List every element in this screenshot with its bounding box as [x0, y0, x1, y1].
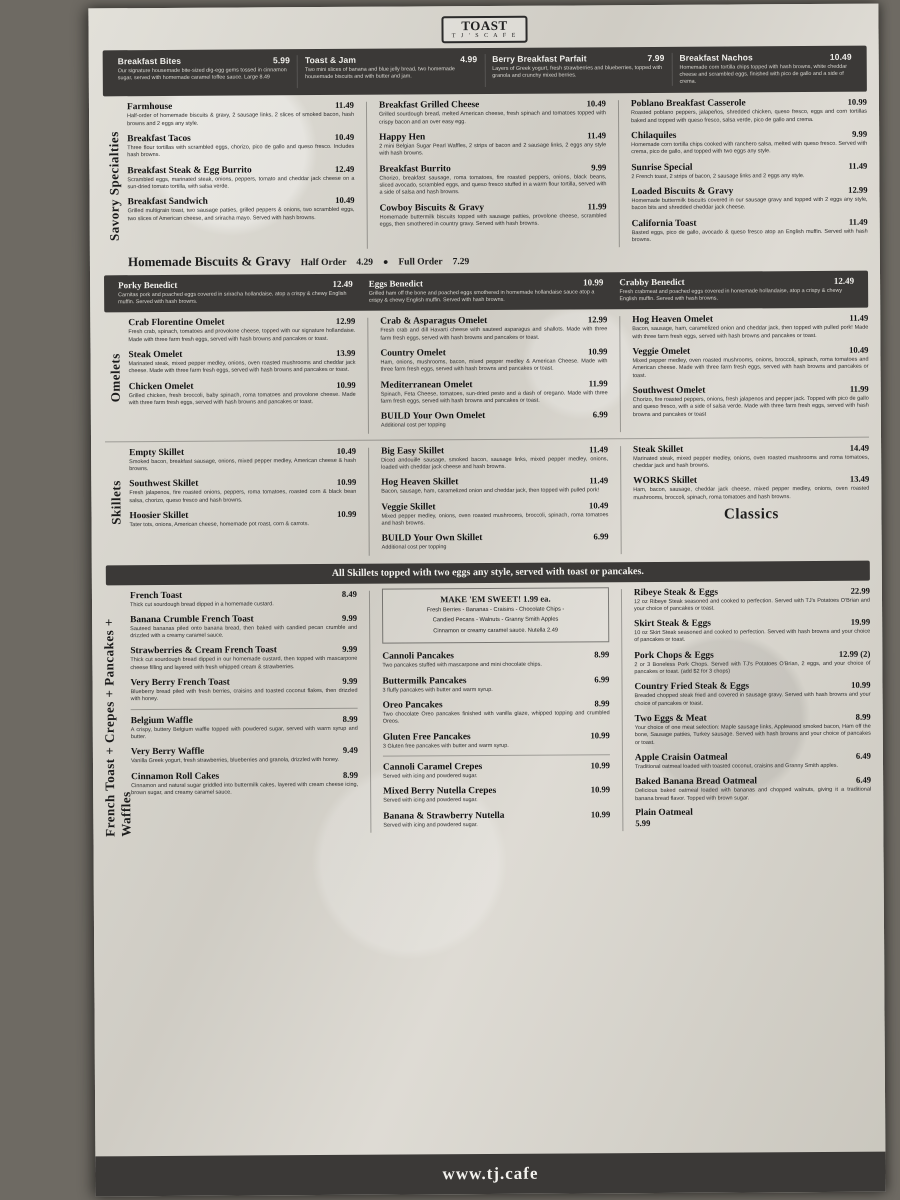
item-name: Steak Skillet [632, 444, 684, 455]
menu-item-ribeye-steak-eggs [634, 585, 870, 613]
menu-item-farmhouse [127, 100, 354, 128]
item-name: Breakfast Burrito [379, 163, 451, 175]
menu-item-steak-omelet [128, 348, 355, 376]
item-price: 10.99 [588, 346, 608, 357]
menu-item-empty-skillet [129, 445, 356, 473]
menu-item-banana-strawberry-nutella [383, 809, 610, 830]
item-name: Breakfast Tacos [127, 133, 191, 145]
menu-item-cinnamon-roll-cakes [131, 769, 358, 797]
item-name: Hog Heaven Skillet [381, 477, 459, 488]
make-em-sweet-line3: Cinnamon or creamy caramel sauce. Nutella 2.49 [433, 628, 559, 635]
item-description: Chorizo, fire roasted peppers, onions, fresh jalapenos and pepper jack. Topped with pico de gallo and queso fresco, with a side of salsa verde. Made with three farm fresh eggs, served with hash browns and pancakes or toast [632, 395, 869, 418]
item-price: 10.99 [847, 97, 867, 108]
item-name: Ribeye Steak & Eggs [633, 587, 719, 598]
item-name: Breakfast Sandwich [127, 196, 208, 208]
column-divider [621, 589, 623, 831]
item-name: Baked Banana Bread Oatmeal [635, 776, 758, 788]
item-description: 10 oz Skirt Steak seasoned and cooked to perfection. Served with hash browns and your choice of pancakes or toast. [634, 628, 871, 644]
menu-item-hog-heaven-skillet [381, 476, 608, 497]
item-price: 12.99 [335, 316, 356, 327]
item-description: Fresh crab, spinach, tomatoes and provolone cheese, topped with our signature hollandaise. Made with three farm fresh eggs, served with hash browns and pancakes or toast. [128, 328, 356, 343]
item-description: 3 Gluten free pancakes with butter and warm syrup. [382, 742, 509, 750]
menu-item-french-toast [130, 588, 357, 609]
biscuits-title: Homemade Biscuits & Gravy [127, 253, 291, 270]
item-name: Southwest Omelet [632, 385, 706, 397]
french-column-2 [382, 587, 610, 835]
item-price: 4.99 [460, 54, 478, 65]
item-name: Very Berry Waffle [130, 747, 205, 758]
savory-column-3 [631, 97, 868, 249]
make-em-sweet-line2: Candied Pecans - Walnuts - Granny Smith Apples [432, 617, 559, 624]
item-description: Thick cut sourdough bread dipped in our homemade custard, then topped with mascarpone cheese filling and layered with fresh whipped cream & strawberries. [130, 656, 358, 671]
item-name: Mediterranean Omelet [380, 379, 473, 391]
menu-item-cannoli-pancakes [382, 650, 609, 671]
item-price: 9.49 [342, 745, 358, 756]
menu-item-sunrise-special [631, 160, 867, 181]
item-description: Grilled ham off the bone and poached eggs smothered in homemade hollandaise sauce atop a crispy & chewy English muffin. Served with hash browns. [368, 289, 595, 305]
item-name: Belgium Waffle [130, 715, 193, 726]
item-description: Cinnamon and natural sugar griddled into buttermilk cakes, layered with cream cheese icing, brown sugar, and creamy caramel sauce. [131, 781, 359, 797]
menu-item-country-fried-steak-eggs [634, 680, 870, 708]
item-description: Two pancakes stuffed with mascarpone and mini chocolate chips. [382, 662, 542, 670]
section-savory-specialties [103, 97, 868, 270]
item-price: 6.49 [856, 774, 872, 785]
item-price: 7.99 [647, 52, 665, 64]
menu-item-breakfast-steak-egg-burrito [127, 163, 354, 191]
item-name: Chicken Omelet [128, 381, 194, 392]
item-price: 11.99 [588, 377, 608, 389]
menu-item-gluten-free-pancakes [383, 730, 610, 751]
item-name: Veggie Omelet [632, 346, 691, 358]
menu-item-works-skillet [633, 474, 869, 502]
item-description: Blueberry bread piled with fresh berries, craisins and toasted coconut flakes, then drizzled with honey. [130, 687, 358, 703]
column-divider [369, 590, 371, 832]
item-name: Sunrise Special [631, 162, 693, 173]
item-price: 10.49 [829, 51, 852, 62]
item-description: Grilled chicken, fresh broccoli, baby spinach, roma tomatoes and provolone cheese. Made with three farm fresh eggs, served with hash browns and pancakes or toast. [128, 391, 356, 407]
brand-logo [442, 16, 528, 43]
item-description: Vanilla Greek yogurt, fresh strawberries, blueberries and granola, drizzled with honey. [130, 757, 339, 765]
biscuits-half-label: Half Order [300, 258, 347, 269]
item-description: Two chocolate Oreo pancakes finished with vanilla glaze, whipped topping and crumbled Oreos. [382, 710, 610, 726]
item-name: Country Omelet [380, 348, 446, 359]
section-label-savory: Savory Specialties [106, 131, 122, 241]
item-description: Basted eggs, pico de gallo, avocado & queso fresco atop an English muffin. Served with hash browns. [631, 228, 868, 243]
menu-item-two-eggs-and-meat [635, 712, 871, 747]
item-price: 6.49 [855, 750, 871, 761]
menu-item-loaded-biscuits-gravy [631, 185, 867, 213]
savory-column-2 [379, 99, 607, 251]
item-description: 12 oz Ribeye Steak seasoned and cooked to perfection. Served with TJ's Potatoes O'Brian and your choice of pancakes or toast. [633, 597, 871, 612]
skillets-column-3 [633, 442, 870, 555]
item-price: 22.99 [850, 585, 870, 596]
menu-item-baked-banana-bread-oatmeal [635, 775, 871, 803]
item-price: 9.99 [591, 161, 607, 172]
item-price: 8.49 [341, 588, 357, 599]
menu-item-plain-oatmeal [635, 807, 871, 828]
item-name: Poblano Breakfast Casserole [630, 98, 746, 110]
item-name: Porky Benedict [118, 280, 178, 291]
item-price: 10.99 [590, 808, 611, 820]
item-name: Pork Chops & Eggs [634, 650, 714, 661]
item-description: Bacon, sausage, ham, caramelized onion and cheddar jack, then topped with pulled pork! Made with three farm fresh eggs, served with hash browns and pancakes or toast. [632, 325, 869, 340]
brand-logo-text: TOAST [461, 17, 508, 34]
menu-item-porky-benedict [110, 279, 361, 307]
column-divider [619, 317, 621, 432]
menu-item-banana-crumble-french-toast [130, 613, 357, 641]
section-omelets [104, 313, 869, 437]
item-name: Empty Skillet [129, 447, 185, 458]
item-name: Breakfast Grilled Cheese [378, 100, 480, 112]
skillets-column-1 [129, 445, 357, 558]
item-description: Served with icing and powdered sugar. [383, 797, 478, 804]
item-name: Mixed Berry Nutella Crepes [383, 786, 497, 797]
item-description: Served with icing and powdered sugar. [383, 773, 478, 780]
item-price: 12.49 [332, 279, 353, 290]
menu-item-very-berry-french-toast [130, 676, 357, 704]
menu-item-crabby-benedict [611, 276, 862, 304]
menu-item-breakfast-grilled-cheese [379, 99, 606, 127]
menu-item-hoosier-skillet [129, 509, 356, 530]
item-price: 6.99 [594, 674, 610, 685]
item-price: 11.49 [589, 475, 609, 486]
menu-item-country-omelet [380, 346, 607, 374]
item-price: 10.49 [335, 195, 355, 206]
biscuits-and-gravy-row [128, 250, 868, 271]
item-description: Spinach, Feta Cheese, tomatoes, sun-dried pesto and a dash of oregano. Made with three farm fresh eggs, served with hash browns and pancakes or toast. [380, 389, 608, 405]
item-description: Your choice of one meat selection: Maple sausage links, Applewood smoked bacon, Ham off the bone, Sausage patties, Turkey sausage. Served with hash browns and your choice of pancakes or toast. [634, 723, 871, 746]
item-price: 10.49 [334, 131, 355, 142]
footer-website [95, 1152, 885, 1197]
menu-item-happy-hen [379, 130, 606, 158]
column-divider [368, 447, 370, 555]
item-price: 11.49 [849, 313, 869, 324]
omelets-column-3 [632, 313, 869, 434]
item-description: Homemade corn tortilla chips cooked with ranchero salsa, melted with queso fresco. Served with crema, pico de gallo, and topped with two eggs any style. [631, 140, 868, 156]
item-name: Cowboy Biscuits & Gravy [379, 202, 485, 214]
item-price: 10.49 [336, 445, 357, 456]
item-name: Toast & Jam [304, 54, 356, 66]
item-price: 10.49 [849, 344, 869, 355]
menu-item-steak-skillet [633, 442, 869, 470]
item-name: Apple Craisin Oatmeal [634, 752, 728, 764]
item-description: Homemade buttermilk biscuits topped with sausage patties, provolone cheese, scrambled eggs, then smothered in country gravy. Served with hash browns. [379, 212, 607, 228]
subsection-divider [131, 707, 358, 709]
classics-heading: Classics [723, 506, 779, 523]
item-name: Banana Crumble French Toast [130, 614, 254, 625]
item-name: Strawberries & Cream French Toast [130, 645, 277, 657]
top-specials-band [103, 46, 867, 97]
menu-item-mixed-berry-nutella-crepes [383, 785, 610, 806]
item-price: 14.49 [849, 442, 870, 453]
item-price: 10.99 [336, 477, 357, 488]
item-description: Half-order of homemade biscuits & gravy, 2 sausage links, 2 slices of smoked bacon, hash browns and 2 eggs any style. [127, 112, 355, 127]
item-price: 8.99 [855, 711, 871, 722]
item-description: Tater tots, onions, American cheese, homemade pot roast, corn & carrots. [129, 520, 310, 529]
item-description: Diced andouille sausage, smoked bacon, sausage links, mixed pepper medley, onions, loaded with cheddar jack cheese and hash browns. [381, 455, 609, 471]
item-price: 10.49 [586, 98, 606, 109]
item-price: 9.99 [342, 644, 358, 655]
column-divider [618, 101, 620, 248]
menu-item-poblano-breakfast-casserole [631, 97, 867, 125]
item-name: BUILD Your Own Omelet [380, 411, 486, 422]
item-name: French Toast [129, 590, 183, 601]
menu-item-build-your-own-skillet [382, 531, 609, 552]
item-name: Happy Hen [379, 132, 426, 143]
classics-column [634, 585, 872, 833]
item-description: Marinated steak, mixed pepper medley, onions, oven roasted mushrooms and cheddar jack cheese. Made with three farm fresh eggs, served with hash browns and pancakes or toast. [128, 359, 356, 375]
item-price: 10.99 [851, 680, 871, 691]
item-price: 5.99 [272, 55, 290, 66]
item-description: Ham, onions, mushrooms, bacon, mixed pepper medley & American Cheese. Made with three farm fresh eggs, served with hash browns and pancakes or toast. [380, 358, 608, 374]
item-description: Bacon, sausage, ham, caramelized onion and cheddar jack, then topped with pulled pork! [381, 487, 600, 495]
menu-item-apple-craisin-oatmeal [635, 751, 871, 772]
menu-item-skirt-steak-eggs [634, 617, 870, 645]
item-description: Grilled multigrain toast, two sausage patties, grilled peppers & onions, two scrambled eggs, two slices of American cheese, and sriracha mayo. Served with hash browns. [127, 207, 355, 222]
item-price: 10.99 [336, 379, 356, 390]
item-description: Thick cut sourdough bread dipped in a homemade custard. [130, 600, 274, 608]
menu-item-breakfast-sandwich [128, 195, 355, 223]
omelets-column-2 [380, 315, 608, 436]
item-description: Two mini slices of banana and blue jelly bread, two homemade housemade biscuits and with butter and jam. [304, 66, 455, 81]
item-description: Additional cost per topping [381, 544, 447, 551]
item-name: California Toast [631, 218, 697, 229]
item-price: 8.99 [594, 649, 610, 660]
item-name: Country Fried Steak & Eggs [634, 681, 750, 693]
menu-item-chicken-omelet [129, 379, 356, 407]
item-price: 11.99 [587, 200, 607, 211]
item-name: Berry Breakfast Parfait [492, 53, 587, 64]
menu-item-crab-asparagus-omelet [380, 315, 607, 343]
item-description: Smoked bacon, breakfast sausage, onions, mixed pepper medley, American cheese & hash browns. [129, 457, 357, 473]
item-description: Layers of Greek yogurt, fresh strawberries and blueberries, topped with granola and crunchy mixed berries. [492, 64, 663, 80]
menu-item-cowboy-biscuits-gravy [380, 201, 607, 229]
menu-item-crab-florentine-omelet [128, 316, 355, 344]
menu-item-strawberries-cream-french-toast [130, 644, 357, 672]
menu-item-hog-heaven-omelet [632, 313, 868, 341]
item-price: 11.49 [848, 160, 868, 171]
item-name: Chilaquiles [631, 130, 677, 142]
item-name: Cannoli Pancakes [382, 651, 454, 663]
section-label-omelets: Omelets [107, 352, 123, 402]
menu-item-veggie-omelet [632, 345, 868, 380]
item-price: 6.99 [592, 409, 608, 420]
item-description: Breaded chopped steak fried and covered in sausage gravy. Served with hash browns and your choice of pancakes or toast. [634, 692, 871, 707]
item-price: 8.99 [342, 713, 358, 724]
column-divider [366, 102, 368, 249]
column-divider [367, 318, 369, 433]
menu-item-oreo-pancakes [383, 698, 610, 726]
menu-item-breakfast-tacos [127, 132, 354, 160]
french-column-1 [130, 588, 358, 836]
item-name: Breakfast Bites [117, 55, 182, 67]
item-price: 11.49 [335, 100, 354, 111]
menu-item-veggie-skillet [381, 500, 608, 528]
item-description: Carnitas pork and poached eggs covered in sriracha hollandaise, atop a crispy & chewy English muffin. Served with hash browns. [118, 291, 347, 306]
item-price: 9.99 [852, 128, 868, 139]
item-name: Southwest Skillet [129, 479, 199, 490]
item-description: 2 French toast, 2 strips of bacon, 2 sausage links and 2 eggs any style. [631, 172, 805, 180]
section-label-french: French Toast + Crepes + Pancakes + Waffles [101, 617, 134, 837]
item-description: Chorizo, breakfast sausage, roma tomatoes, fire roasted peppers, onions, black beans, sliced avocado, scrambled eggs, and queso fresco stuffed in a warm flour tortilla, served with a side of salsa and hash browns. [379, 173, 607, 196]
item-price: 9.99 [342, 675, 358, 686]
item-description: Mixed pepper medley, oven roasted mushrooms, onions, broccoli, spinach, roma tomatoes and American cheese. Made with three farm fresh eggs, served with hash browns and pancakes or toast. [632, 356, 869, 379]
item-price: 11.99 [849, 383, 869, 394]
item-description: Mixed pepper medley, onions, oven roasted mushrooms, broccoli, spinach, roma tomatoes and hash browns. [381, 511, 609, 527]
menu-item-mediterranean-omelet [381, 378, 608, 406]
item-name: WORKS Skillet [633, 475, 698, 487]
item-price: 12.99 [848, 184, 868, 195]
omelets-column-1 [128, 316, 356, 437]
item-description: Delicious baked oatmeal loaded with bananas and chopped walnuts, giving it a traditional banana bread flavor. Topped with brown sugar. [635, 786, 872, 802]
item-name: Breakfast Steak & Egg Burrito [127, 165, 252, 176]
menu-item-berry-breakfast-parfait [485, 53, 672, 88]
column-divider [620, 446, 622, 554]
item-description: A crispy, buttery Belgium waffle topped with powdered sugar, served with warm syrup and butter. [130, 725, 358, 741]
logo-area [102, 12, 866, 51]
item-name: Loaded Biscuits & Gravy [631, 186, 734, 198]
menu-item-build-your-own-omelet [381, 410, 608, 431]
item-price: 13.49 [849, 473, 870, 485]
menu-item-southwest-skillet [129, 477, 356, 505]
item-price: 10.99 [337, 508, 357, 519]
item-price: 8.99 [342, 769, 359, 780]
menu-page [88, 4, 885, 1197]
biscuits-full-label: Full Order [398, 257, 443, 268]
item-description: Traditional oatmeal loaded with toasted coconut, craisins and Granny Smith apples. [634, 762, 839, 771]
biscuits-half-price: 4.29 [356, 257, 374, 268]
item-name: Crab & Asparagus Omelet [380, 316, 488, 328]
item-description: Fresh crab and dill Havarti cheese with sauteed asparagus and shallots. Made with three farm fresh eggs, served with hash browns and pancakes or toast. [380, 326, 608, 342]
item-description: Fresh crabmeat and poached eggs covered in homemade hollandaise, atop a crispy & chewy English muffin. Served with hash browns. [619, 288, 843, 303]
website-text: www.tj.cafe [442, 1163, 539, 1184]
make-em-sweet-box [382, 587, 609, 644]
section-divider [105, 436, 869, 442]
item-description: Ham, bacon, sausage, cheddar jack cheese, mixed pepper medley, onions, oven roasted mushrooms, broccoli, spinach, roma tomatoes and hash browns. [633, 485, 870, 501]
menu-item-breakfast-nachos [672, 52, 858, 87]
item-name: Skirt Steak & Eggs [634, 618, 711, 630]
item-price: 10.99 [590, 784, 611, 795]
item-price: 11.49 [848, 216, 868, 227]
menu-item-breakfast-bites [111, 55, 298, 90]
section-benedicts [104, 271, 868, 313]
item-description: Roasted poblano peppers, jalapeños, shredded chicken, queso fresco, eggs and corn tortillas baked and topped with queso fresco, salsa verde, pico de gallo and crema. [630, 109, 868, 124]
menu-item-california-toast [632, 216, 868, 244]
item-name: Veggie Skillet [381, 501, 436, 513]
item-price: 8.99 [594, 698, 610, 709]
item-name: Cinnamon Roll Cakes [131, 771, 220, 782]
item-price: 12.99 [587, 314, 608, 325]
bullet-separator: ● [383, 256, 389, 267]
item-price: 11.49 [589, 443, 609, 454]
item-price: 9.99 [341, 612, 358, 623]
item-name: Gluten Free Pancakes [382, 731, 471, 743]
item-price: 10.99 [590, 760, 610, 771]
menu-item-big-easy-skillet [381, 444, 608, 472]
menu-item-chilaquiles [631, 129, 867, 157]
item-description: Served with icing and powdered sugar. [383, 821, 478, 829]
item-name: Big Easy Skillet [381, 445, 445, 457]
item-description: Homemade corn tortilla chips topped with hash browns, white cheddar cheese and scrambled eggs, finished with pico de gallo and a side of crema. [679, 63, 848, 86]
item-name: Eggs Benedict [368, 278, 424, 289]
item-description: 2 mini Belgian Sugar Pearl Waffles, 2 strips of bacon and 2 sausage links, 2 eggs any style with hash browns. [379, 142, 607, 157]
item-name: Banana & Strawberry Nutella [383, 810, 505, 822]
item-name: Steak Omelet [128, 349, 183, 361]
section-french-toast-crepes-pancakes-waffles [101, 585, 872, 837]
menu-item-breakfast-burrito [379, 162, 606, 197]
section-label-skillets: Skillets [108, 480, 124, 526]
item-price: 13.99 [336, 347, 356, 358]
menu-item-belgium-waffle [131, 713, 358, 741]
item-name: Cannoli Caramel Crepes [382, 762, 483, 773]
menu-item-cannoli-caramel-crepes [383, 760, 610, 781]
menu-item-toast-and-jam [298, 54, 485, 89]
item-name: Buttermilk Pancakes [382, 675, 467, 687]
item-description: Additional cost per topping [380, 422, 446, 429]
item-description: Sauteed bananas piled onto banana bread, then baked with candied pecan crumble and drizzled with a creamy caramel sauce. [130, 624, 358, 640]
item-price: 10.99 [583, 277, 604, 288]
make-em-sweet-line1: Fresh Berries - Bananas - Craisins - Chocolate Chips - [426, 606, 565, 613]
item-name: Crabby Benedict [619, 276, 685, 288]
item-name: Crab Florentine Omelet [128, 318, 225, 329]
item-description: Fresh jalapenos, fire roasted onions, peppers, roma tomatoes, roasted corn & black bean salsa, chorizo, queso fresco and hash browns. [129, 489, 357, 504]
item-price: 12.49 [833, 275, 855, 287]
item-price: 12.99 (2) [838, 648, 871, 659]
item-description: Scrambled eggs, marinated steak, onions, peppers, tomato and cheddar jack cheese on a sun-dried tomato tortilla, with salsa verde. [127, 175, 355, 191]
item-description: Three flour tortillas with scrambled eggs, chorizo, pico de gallo and queso fresco. Includes hash browns. [127, 143, 355, 159]
item-description: Our signature housemade bite-sized dig-egg gems tossed in cinnamon sugar, served with homemade caramel toffee sauce. Large 8.49 [117, 67, 287, 82]
item-name: Farmhouse [126, 102, 173, 113]
item-price: 11.49 [587, 130, 607, 141]
item-description: Marinated steak, mixed pepper medley, onions, oven roasted mushrooms and roma tomatoes, cheddar jack and hash browns. [633, 454, 870, 470]
item-description: Grilled sourdough bread, melted American cheese, fresh spinach and tomatoes topped with crispy bacon and an over easy egg. [378, 110, 606, 126]
item-price: 12.49 [334, 163, 355, 174]
item-price: 19.99 [850, 616, 871, 627]
menu-item-southwest-omelet [633, 384, 869, 419]
item-name: Breakfast Nachos [679, 52, 753, 63]
item-price: 6.99 [593, 531, 609, 542]
item-name: Plain Oatmeal [635, 807, 693, 818]
make-em-sweet-title: MAKE 'EM SWEET! 1.99 ea. [440, 593, 551, 604]
menu-item-pork-chops-eggs [634, 648, 870, 676]
item-description: Homemade buttermilk biscuits covered in our sausage gravy and topped with 2 eggs any style, bacon bits and shredded cheddar jack cheese. [631, 196, 868, 212]
subsection-divider [383, 754, 610, 756]
section-skillets [105, 442, 870, 559]
skillet-note: All Skillets topped with two eggs any style, served with toast or pancakes. [106, 560, 870, 585]
item-description: 3 fluffy pancakes with butter and warm syrup. [382, 686, 493, 694]
item-name: BUILD Your Own Skillet [381, 533, 483, 544]
item-price: 10.99 [590, 729, 610, 741]
item-name: Oreo Pancakes [382, 700, 443, 711]
savory-column-1 [127, 100, 355, 252]
menu-item-eggs-benedict [361, 277, 612, 305]
item-price: 5.99 [635, 817, 651, 828]
item-name: Two Eggs & Meat [634, 713, 707, 725]
item-price: 10.49 [588, 499, 609, 510]
item-name: Very Berry French Toast [130, 677, 230, 689]
menu-item-buttermilk-pancakes [382, 674, 609, 695]
skillets-column-2 [381, 444, 609, 557]
brand-logo-subtext: T J ' S C A F E [451, 32, 518, 39]
item-name: Hog Heaven Omelet [632, 315, 713, 326]
biscuits-full-price: 7.29 [452, 257, 470, 268]
menu-item-very-berry-waffle [131, 745, 358, 766]
item-name: Hoosier Skillet [129, 510, 189, 522]
item-description: 2 or 3 Boneless Pork Chops. Served with TJ's Potatoes O'Brian, 2 eggs, and your choice of pancakes or toast. (add $2 for 3 chops) [634, 660, 871, 676]
